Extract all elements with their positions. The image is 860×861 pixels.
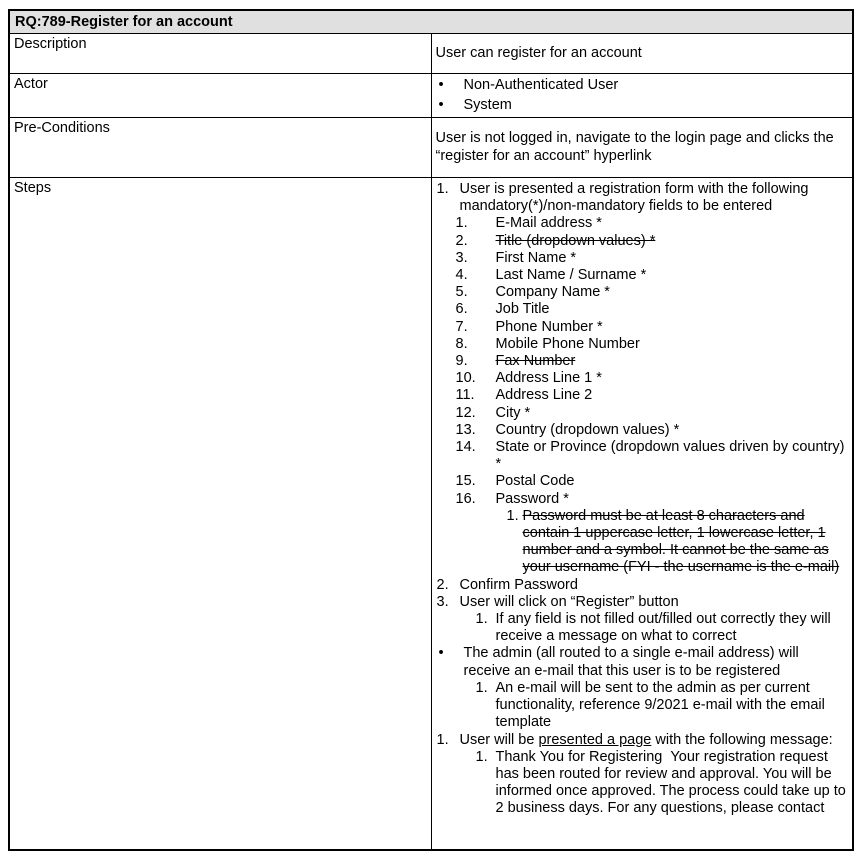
row-label-text: Actor bbox=[14, 76, 48, 92]
list-item-text: City * bbox=[495, 404, 531, 421]
list-item-text: User will click on “Register” button bbox=[459, 593, 679, 610]
steps-list bbox=[436, 181, 849, 818]
table-title: RQ:789-Register for an account bbox=[9, 10, 853, 34]
steps-value-cell bbox=[431, 178, 853, 851]
list-marker: 1. bbox=[455, 215, 468, 232]
list-item-text: Company Name * bbox=[495, 284, 610, 301]
list-item bbox=[436, 233, 849, 250]
list-marker: 2. bbox=[436, 576, 449, 593]
list-item-text: Last Name / Surname * bbox=[495, 267, 647, 284]
list-marker: 11. bbox=[455, 387, 475, 404]
list-marker: 7. bbox=[455, 318, 468, 335]
list-item bbox=[436, 508, 849, 577]
list-marker: 16. bbox=[455, 490, 476, 507]
list-item bbox=[436, 319, 849, 336]
list-item-text: Confirm Password bbox=[459, 576, 578, 593]
list-marker: 9. bbox=[455, 353, 468, 370]
table-row bbox=[9, 178, 853, 851]
list-item-text: Thank You for Registering Your registration request has been routed for review and approval. You will be informed once approved. The process could take up to 2 business days. For any questions, please contact bbox=[495, 748, 846, 817]
row-label-text: Pre-Conditions bbox=[14, 120, 110, 136]
list-marker: 2. bbox=[455, 232, 468, 249]
list-item-text: Postal Code bbox=[495, 473, 575, 490]
list-marker: 14. bbox=[455, 439, 476, 456]
list-item-text: First Name * bbox=[495, 249, 577, 266]
list-item bbox=[436, 301, 849, 318]
list-item bbox=[436, 473, 849, 490]
list-item-text: Job Title bbox=[495, 301, 550, 318]
list-item-text: Address Line 2 bbox=[495, 387, 593, 404]
preconditions-value: User is not logged in, navigate to the login page and clicks the “register for an account” hyperlink bbox=[435, 130, 834, 164]
list-marker: 1. bbox=[475, 611, 488, 628]
requirement-table bbox=[8, 9, 854, 851]
preconditions-value-cell bbox=[431, 118, 853, 178]
list-marker: 3. bbox=[455, 249, 468, 266]
list-item bbox=[436, 284, 849, 301]
description-value: User can register for an account bbox=[435, 44, 642, 61]
list-item bbox=[436, 181, 849, 215]
list-marker: 3. bbox=[436, 593, 449, 610]
list-marker: • bbox=[438, 77, 444, 93]
list-item-text: System bbox=[463, 96, 512, 113]
list-item-text: Password must be at least 8 characters and contain 1 uppercase letter, 1 lowercase letter, 1 number and a symbol. It cannot be the same as your username (FYI - the username is the e-mail) bbox=[522, 507, 840, 576]
list-item-text: User is presented a registration form with the following mandatory(*)/non-mandatory fields to be entered bbox=[459, 181, 809, 215]
list-item-text: User will be presented a page with the following message: bbox=[459, 731, 833, 748]
list-item-text: Fax Number bbox=[495, 353, 576, 370]
row-label-preconditions bbox=[9, 118, 431, 178]
list-marker: 1. bbox=[475, 679, 488, 696]
list-item-text: E-Mail address * bbox=[495, 215, 602, 232]
list-marker: • bbox=[438, 645, 444, 662]
list-marker: 10. bbox=[455, 370, 476, 387]
list-item bbox=[436, 370, 849, 387]
list-item bbox=[436, 250, 849, 267]
list-marker: 1. bbox=[475, 748, 488, 765]
list-item bbox=[436, 749, 849, 818]
list-marker: 1. bbox=[436, 181, 449, 197]
list-item bbox=[436, 336, 849, 353]
list-marker: 1. bbox=[436, 731, 449, 748]
list-item bbox=[436, 215, 849, 232]
list-item-text: Non-Authenticated User bbox=[463, 77, 619, 93]
list-item-text: Mobile Phone Number bbox=[495, 335, 640, 352]
list-item bbox=[436, 611, 849, 645]
list-item bbox=[436, 96, 849, 116]
list-item bbox=[436, 680, 849, 732]
list-marker: 15. bbox=[455, 473, 476, 490]
actor-value-cell bbox=[431, 74, 853, 118]
list-item bbox=[436, 577, 849, 594]
list-item-text: Phone Number * bbox=[495, 318, 603, 335]
list-item-text: Password * bbox=[495, 490, 569, 507]
table-row bbox=[9, 34, 853, 74]
row-label-description bbox=[9, 34, 431, 74]
list-item-text: If any field is not filled out/filled out correctly they will receive a message on what to correct bbox=[495, 611, 831, 645]
row-label-actor bbox=[9, 74, 431, 118]
list-marker: 4. bbox=[455, 267, 468, 284]
list-marker: 13. bbox=[455, 421, 476, 438]
list-item bbox=[436, 422, 849, 439]
row-label-text: Description bbox=[14, 36, 87, 52]
list-marker: 5. bbox=[455, 284, 468, 301]
list-item bbox=[436, 439, 849, 473]
list-marker: 12. bbox=[455, 404, 476, 421]
list-item bbox=[436, 405, 849, 422]
list-item-text: The admin (all routed to a single e-mail address) will receive an e-mail that this user is to be registered bbox=[463, 645, 799, 679]
table-header-row bbox=[9, 10, 853, 34]
list-marker: 1. bbox=[506, 507, 519, 524]
list-item bbox=[436, 387, 849, 404]
list-item bbox=[436, 76, 849, 96]
list-item bbox=[436, 353, 849, 370]
list-item-text: State or Province (dropdown values driven by country) * bbox=[495, 439, 845, 473]
list-item bbox=[436, 645, 849, 679]
list-marker: • bbox=[438, 96, 444, 113]
row-label-text: Steps bbox=[14, 180, 52, 196]
list-item bbox=[436, 732, 849, 749]
list-marker: 8. bbox=[455, 335, 468, 352]
description-value-cell bbox=[431, 34, 853, 74]
table-row bbox=[9, 118, 853, 178]
list-item-text: An e-mail will be sent to the admin as per current functionality, reference 9/2021 e-mail with the email template bbox=[495, 679, 825, 731]
list-item-text: Title (dropdown values) * bbox=[495, 232, 656, 249]
actor-list bbox=[436, 76, 849, 115]
list-item-text: Country (dropdown values) * bbox=[495, 421, 680, 438]
table-row bbox=[9, 74, 853, 118]
list-marker: 6. bbox=[455, 301, 468, 318]
list-item bbox=[436, 491, 849, 508]
list-item-text: Address Line 1 * bbox=[495, 370, 602, 387]
list-item bbox=[436, 267, 849, 284]
row-label-steps bbox=[9, 178, 431, 851]
list-item bbox=[436, 594, 849, 611]
